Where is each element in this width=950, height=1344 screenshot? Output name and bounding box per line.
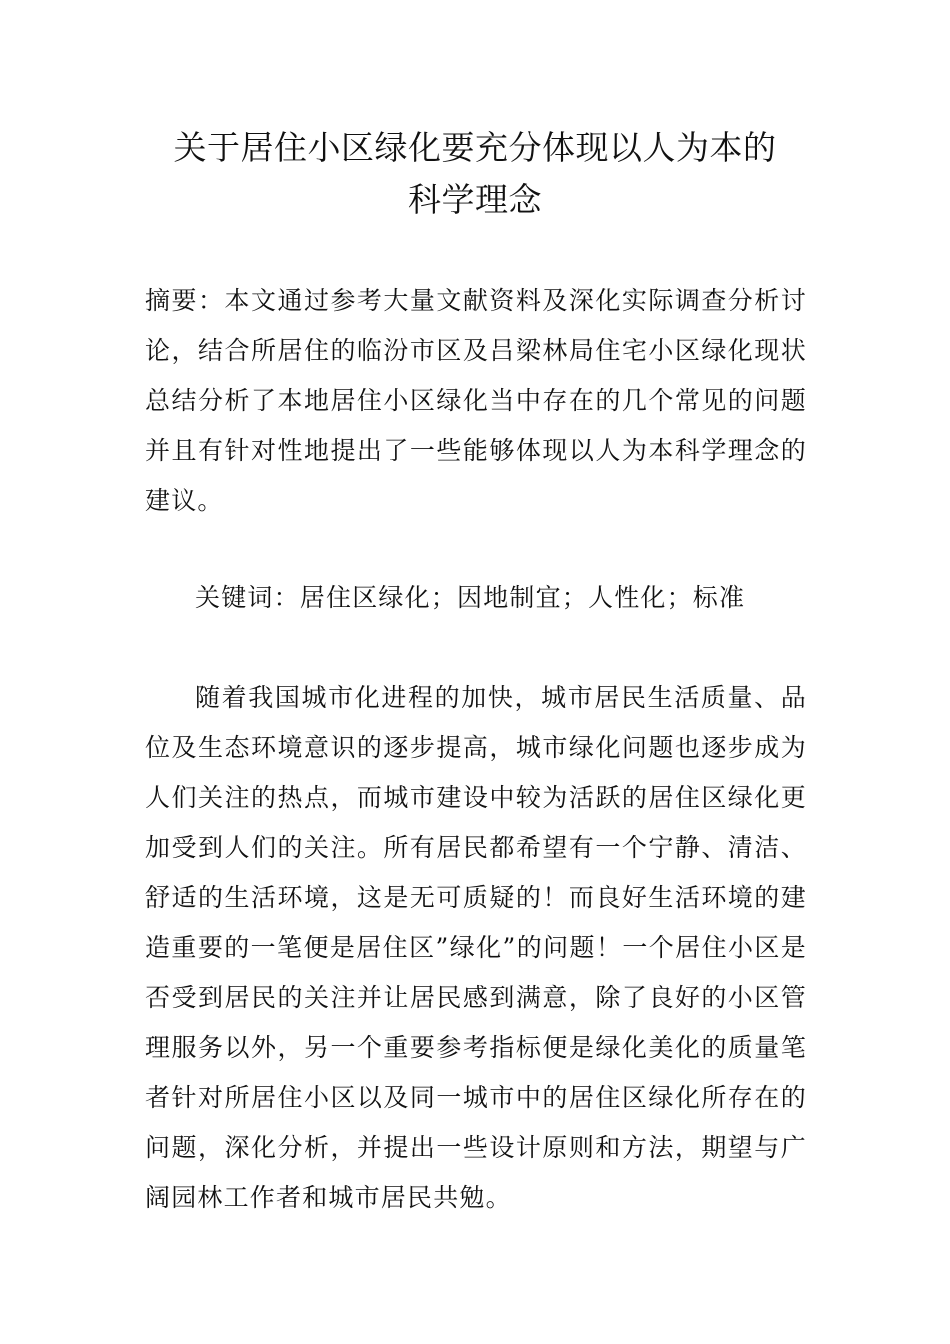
keywords-paragraph: 关键词：居住区绿化；因地制宜；人性化；标准 (195, 583, 746, 612)
title-line-2: 科学理念 (408, 180, 542, 219)
document-title (120, 122, 830, 226)
abstract-paragraph: 摘要：本文通过参考大量文献资料及深化实际调查分析讨论，结合所居住的临汾市区及吕梁林局住宅小区绿化现状总结分析了本地居住小区绿化当中存在的几个常见的问题并且有针对性地提出了一些能够体现以人为本科学理念的建议。 (145, 286, 807, 515)
body-paragraph: 随着我国城市化进程的加快，城市居民生活质量、品位及生态环境意识的逐步提高，城市绿化问题也逐步成为人们关注的热点，而城市建设中较为活跃的居住区绿化更加受到人们的关注。所有居民都希望有一个宁静、清洁、舒适的生活环境，这是无可质疑的！而良好生活环境的建造重要的一笔便是居住区”绿化”的问题！一个居住小区是否受到居民的关注并让居民感到满意，除了良好的小区管理服务以外，另一个重要参考指标便是绿化美化的质量笔者针对所居住小区以及同一城市中的居住区绿化所存在的问题，深化分析，并提出一些设计原则和方法，期望与广阔园林工作者和城市居民共勉。 (145, 683, 807, 1212)
title-line-1: 关于居住小区绿化要充分体现以人为本的 (173, 128, 777, 167)
